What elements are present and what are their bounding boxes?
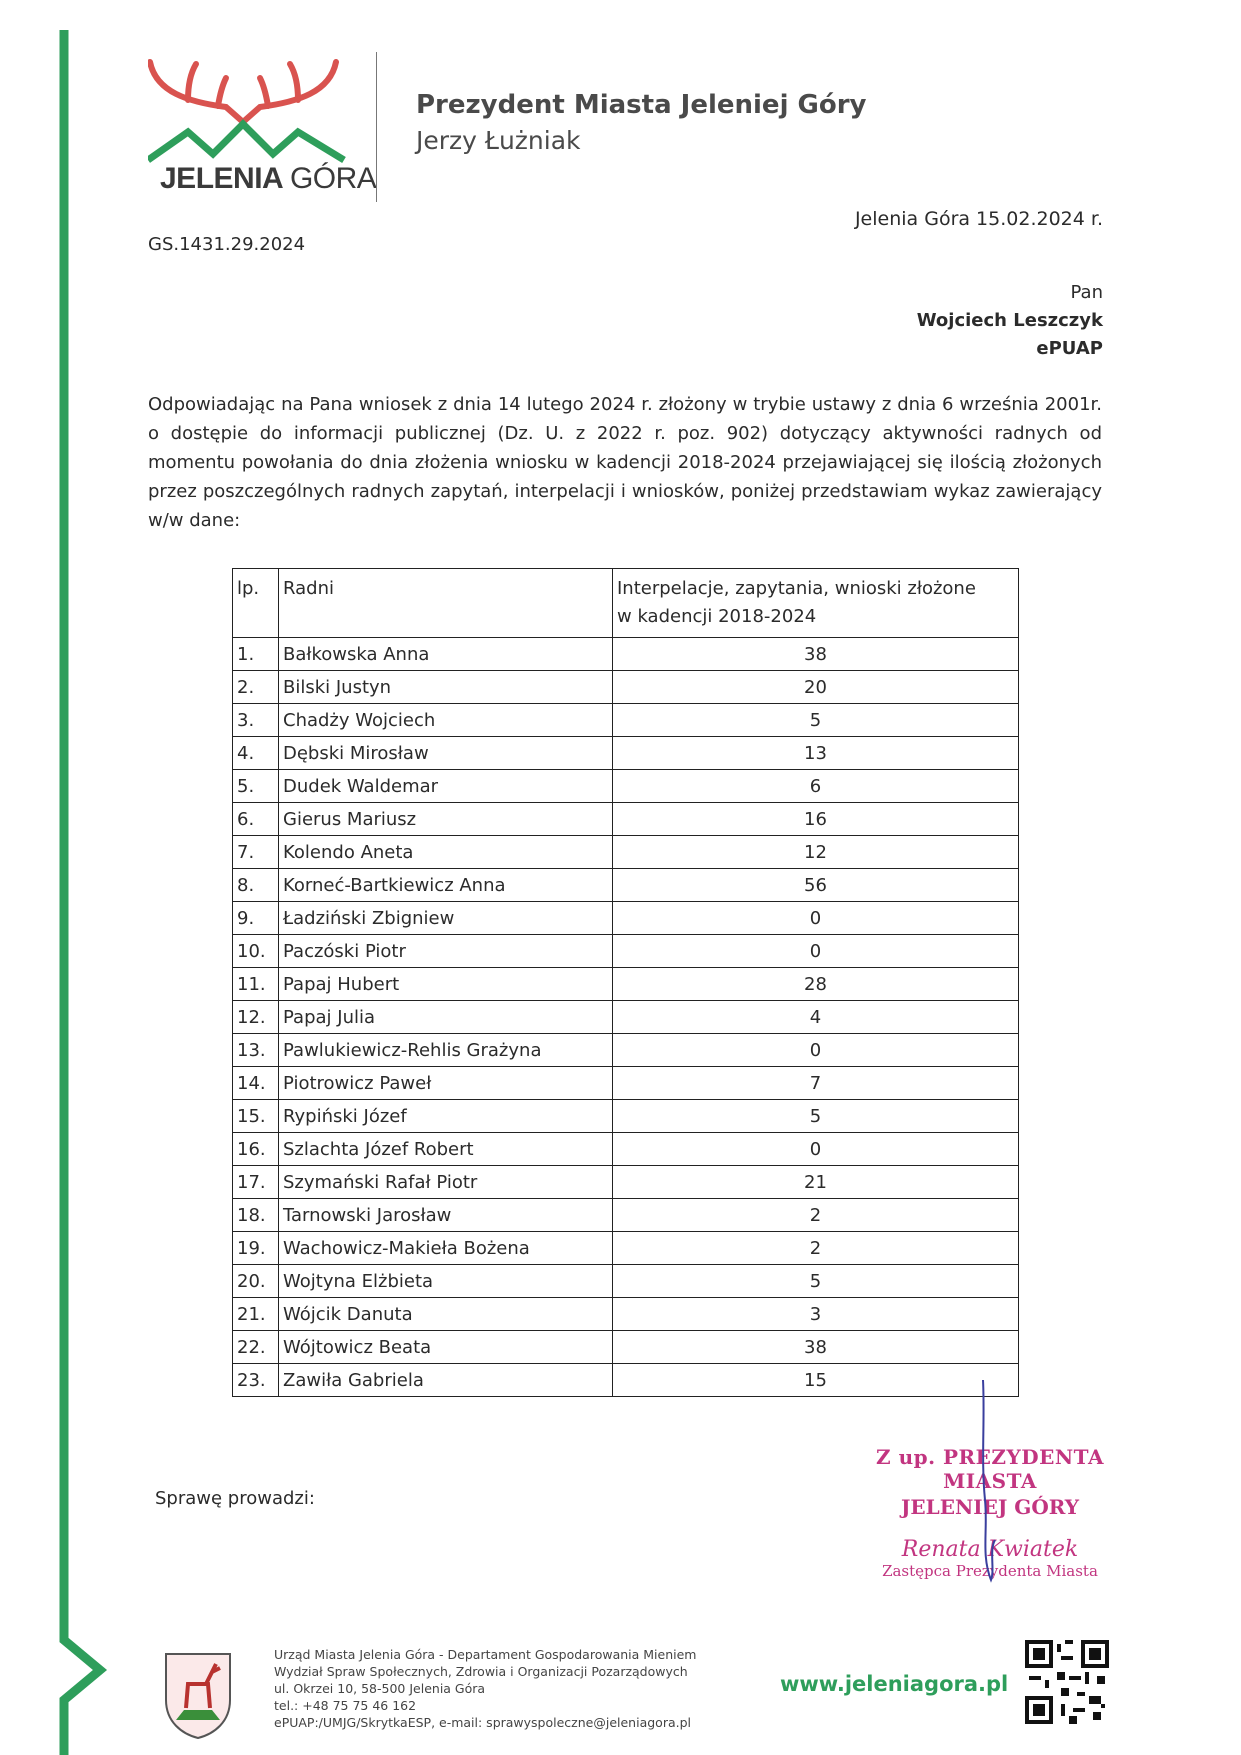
table-row [233, 638, 1019, 671]
cell-name: Paczóski Piotr [279, 935, 613, 968]
qr-code-icon [1025, 1640, 1109, 1724]
footer-address [274, 1646, 696, 1731]
header-lp: lp. [233, 569, 279, 638]
cell-count: 5 [613, 704, 1019, 737]
cell-name: Wachowicz-Makieła Bożena [279, 1232, 613, 1265]
cell-name: Chadży Wojciech [279, 704, 613, 737]
cell-lp: 22. [233, 1331, 279, 1364]
council-activity-table [232, 568, 1019, 1397]
header-count [613, 569, 1019, 638]
cell-name: Bilski Justyn [279, 671, 613, 704]
cell-name: Gierus Mariusz [279, 803, 613, 836]
table-row [233, 869, 1019, 902]
table-row [233, 737, 1019, 770]
header-divider [376, 52, 377, 202]
addressee-name: Wojciech Leszczyk [916, 310, 1103, 331]
cell-count: 7 [613, 1067, 1019, 1100]
letter-date: Jelenia Góra 15.02.2024 r. [854, 208, 1103, 230]
cell-lp: 5. [233, 770, 279, 803]
cell-lp: 14. [233, 1067, 279, 1100]
cell-name: Wójcik Danuta [279, 1298, 613, 1331]
cell-count: 16 [613, 803, 1019, 836]
table-row [233, 1298, 1019, 1331]
table-row [233, 1232, 1019, 1265]
cell-lp: 10. [233, 935, 279, 968]
handled-by-label: Sprawę prowadzi: [155, 1488, 315, 1509]
cell-name: Szymański Rafał Piotr [279, 1166, 613, 1199]
cell-count: 20 [613, 671, 1019, 704]
cell-name: Papaj Julia [279, 1001, 613, 1034]
cell-lp: 15. [233, 1100, 279, 1133]
cell-lp: 21. [233, 1298, 279, 1331]
cell-lp: 12. [233, 1001, 279, 1034]
cell-count: 28 [613, 968, 1019, 1001]
antlers-icon [150, 62, 336, 122]
cell-name: Dębski Mirosław [279, 737, 613, 770]
cell-name: Ładziński Zbigniew [279, 902, 613, 935]
addressee-salutation: Pan [1070, 282, 1103, 303]
header-count-line2: w kadencji 2018-2024 [617, 606, 817, 627]
cell-name: Korneć-Bartkiewicz Anna [279, 869, 613, 902]
cell-count: 0 [613, 935, 1019, 968]
cell-lp: 9. [233, 902, 279, 935]
cell-count: 0 [613, 1034, 1019, 1067]
office-title: Prezydent Miasta Jeleniej Góry [416, 90, 867, 120]
cell-lp: 13. [233, 1034, 279, 1067]
stamp-signer: Renata Kwiatek [901, 1537, 1079, 1562]
cell-lp: 11. [233, 968, 279, 1001]
cell-name: Szlachta Józef Robert [279, 1133, 613, 1166]
cell-count: 15 [613, 1364, 1019, 1397]
cell-count: 38 [613, 1331, 1019, 1364]
cell-lp: 2. [233, 671, 279, 704]
cell-lp: 18. [233, 1199, 279, 1232]
side-decorative-line [0, 0, 120, 1755]
header-count-line1: Interpelacje, zapytania, wnioski złożone [617, 578, 976, 599]
handwritten-signature-icon [955, 1380, 1015, 1590]
cell-lp: 6. [233, 803, 279, 836]
cell-count: 12 [613, 836, 1019, 869]
cell-lp: 4. [233, 737, 279, 770]
cell-count: 13 [613, 737, 1019, 770]
office-holder-name: Jerzy Łużniak [416, 126, 581, 155]
cell-count: 0 [613, 1133, 1019, 1166]
table-row [233, 1034, 1019, 1067]
header-name: Radni [279, 569, 613, 638]
cell-name: Bałkowska Anna [279, 638, 613, 671]
table-row [233, 803, 1019, 836]
cell-name: Kolendo Aneta [279, 836, 613, 869]
cell-lp: 23. [233, 1364, 279, 1397]
table-row [233, 1331, 1019, 1364]
table-row [233, 935, 1019, 968]
cell-count: 56 [613, 869, 1019, 902]
cell-name: Rypiński Józef [279, 1100, 613, 1133]
table-row [233, 1265, 1019, 1298]
table-row [233, 1364, 1019, 1397]
table-row [233, 1100, 1019, 1133]
case-number: GS.1431.29.2024 [148, 234, 306, 255]
cell-count: 3 [613, 1298, 1019, 1331]
addressee-channel: ePUAP [1036, 338, 1103, 359]
letter-body: Odpowiadając na Pana wniosek z dnia 14 lutego 2024 r. złożony w trybie ustawy z dnia 6 września 2001r. o dostępie do informacji publicznej (Dz. U. z 2022 r. poz. 902) dotyczący aktywności radnych od momentu powołania do dnia złożenia wniosku w kadencji 2018-2024 przejawiającej się ilością złożonych przez poszczególnych radnych zapytań, interpelacji i wniosków, poniżej przedstawiam wykaz zawierający w/w dane: [148, 394, 1102, 531]
website-link[interactable]: www.jeleniagora.pl [780, 1672, 1009, 1696]
cell-name: Zawiła Gabriela [279, 1364, 613, 1397]
mountains-icon [148, 124, 344, 160]
table-row [233, 1067, 1019, 1100]
cell-count: 38 [613, 638, 1019, 671]
cell-count: 4 [613, 1001, 1019, 1034]
cell-count: 6 [613, 770, 1019, 803]
stamp-line2: JELENIEJ GÓRY [900, 1495, 1080, 1519]
cell-lp: 16. [233, 1133, 279, 1166]
cell-name: Dudek Waldemar [279, 770, 613, 803]
cell-lp: 7. [233, 836, 279, 869]
cell-lp: 17. [233, 1166, 279, 1199]
cell-name: Wójtowicz Beata [279, 1331, 613, 1364]
footer-line: ul. Okrzei 10, 58-500 Jelenia Góra [274, 1681, 486, 1696]
cell-name: Tarnowski Jarosław [279, 1199, 613, 1232]
footer-line: Urząd Miasta Jelenia Góra - Departament Gospodarowania Mieniem [274, 1647, 697, 1662]
cell-count: 2 [613, 1232, 1019, 1265]
table-header-row [233, 569, 1019, 638]
footer-line: tel.: +48 75 75 46 162 [274, 1698, 417, 1713]
cell-lp: 20. [233, 1265, 279, 1298]
cell-name: Wojtyna Elżbieta [279, 1265, 613, 1298]
cell-count: 5 [613, 1265, 1019, 1298]
footer-line: ePUAP:/UMJG/SkrytkaESP, e-mail: sprawyspoleczne@jeleniagora.pl [274, 1715, 691, 1730]
table-row [233, 770, 1019, 803]
table-row [233, 1166, 1019, 1199]
table-row [233, 1133, 1019, 1166]
stamp-signer-title: Zastępca Prezydenta Miasta [882, 1562, 1098, 1580]
logo-text-bold: JELENIA [160, 162, 283, 195]
logo-wordmark [160, 162, 376, 196]
stamp-line1: Z up. PREZYDENTA MIASTA [876, 1445, 1104, 1493]
cell-name: Piotrowicz Paweł [279, 1067, 613, 1100]
table-row [233, 1001, 1019, 1034]
table-row [233, 704, 1019, 737]
cell-lp: 3. [233, 704, 279, 737]
cell-count: 0 [613, 902, 1019, 935]
cell-count: 2 [613, 1199, 1019, 1232]
table-row [233, 1199, 1019, 1232]
cell-lp: 1. [233, 638, 279, 671]
table-row [233, 836, 1019, 869]
cell-lp: 19. [233, 1232, 279, 1265]
cell-count: 5 [613, 1100, 1019, 1133]
table-row [233, 968, 1019, 1001]
logo-text-thin: GÓRA [289, 162, 377, 195]
footer-line: Wydział Spraw Społecznych, Zdrowia i Organizacji Pozarządowych [274, 1664, 688, 1679]
cell-name: Papaj Hubert [279, 968, 613, 1001]
cell-name: Pawlukiewicz-Rehlis Grażyna [279, 1034, 613, 1067]
coat-of-arms-icon [162, 1650, 234, 1740]
table-row [233, 671, 1019, 704]
cell-count: 21 [613, 1166, 1019, 1199]
table-row [233, 902, 1019, 935]
cell-lp: 8. [233, 869, 279, 902]
